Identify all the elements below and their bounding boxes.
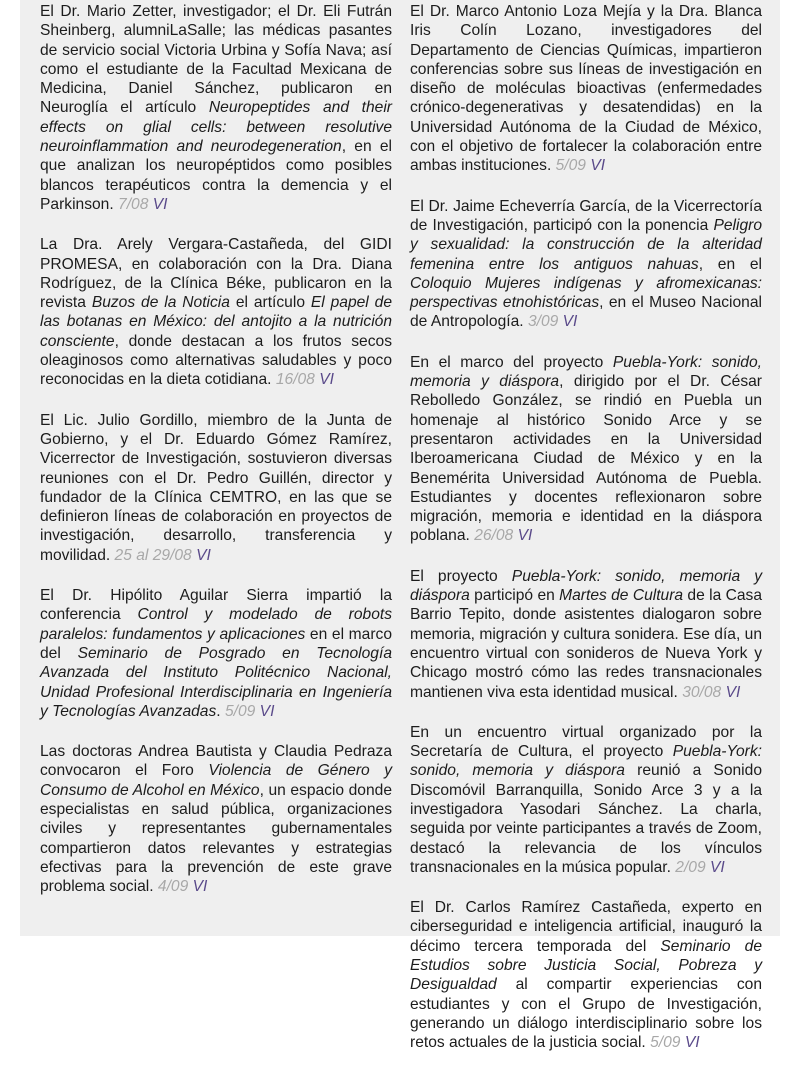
- right-column: [410, 2, 762, 1074]
- news-item-text: al compartir experiencias con estudiantes y con el Grupo de Investigación, generando un diálogo interdisciplinario sobre los retos actuales de la justicia social.: [410, 976, 762, 1052]
- news-item-tag: VI: [259, 702, 275, 720]
- news-item: [40, 2, 392, 214]
- news-item-title: Puebla-York: sonido, memoria y diáspora: [410, 743, 762, 780]
- news-item: [410, 353, 762, 546]
- news-item-tag: VI: [319, 371, 334, 389]
- news-item-date: 5/09: [555, 157, 586, 175]
- news-item-text: , dirigido por el Dr. César Rebolledo González, se rindió en Puebla un homenaje al histórico Sonido Arce y se presentaron actividades en la Universidad Iberoamericana Ciudad de México y en la Benemérita Universidad Autónoma de Puebla. Estudiantes y docentes reflexionaron sobre migración, memoria e identidad en la diáspora poblana.: [410, 373, 763, 545]
- news-item-title: Buzos de la Noticia: [91, 294, 230, 312]
- news-item-title: Puebla-York: sonido, memoria y diáspora: [410, 567, 762, 605]
- news-item-text: , donde destacan a los frutos secos oleaginosos como alternativas saludables y poco reconocidas en la dieta cotidiana.: [40, 332, 392, 389]
- news-item-text: en el marco del: [40, 625, 392, 662]
- news-item-date: 7/08: [118, 195, 149, 213]
- news-item-title: Control y modelado de robots paralelos: fundamentos y aplicaciones: [40, 606, 392, 643]
- news-item-tag: VI: [517, 527, 533, 545]
- news-item-text: , en el: [698, 255, 762, 273]
- news-item-text: El Dr. Hipólito Aguilar Sierra impartió la conferencia: [40, 587, 392, 624]
- news-item-tag: VI: [590, 157, 606, 175]
- news-item-date: 2/09: [675, 858, 706, 876]
- news-item-title: Peligro y sexualidad: la construcción de la alteridad femenina entre los antiguos nahuas: [410, 216, 762, 273]
- news-item-text: , un espacio donde especialistas en salud pública, organizaciones civiles y representantes gubernamentales compartieron datos relevantes y estrategias efectivas para la prevención de este grave problema social.: [40, 781, 392, 896]
- news-item: [40, 235, 392, 389]
- news-item-text: En el marco del proyecto: [410, 353, 613, 371]
- news-item-text: de la Casa Barrio Tepito, donde asistentes dialogaron sobre memoria, migración y cultura sonidera. Ese día, un encuentro virtual con sonideros de Nueva York y Chicago mostró cómo las redes transnacionales mantienen viva esta identidad musical.: [410, 587, 762, 701]
- news-item-title: Seminario de Posgrado en Tecnología Avanzada del Instituto Politécnico Nacional, Unidad Profesional Interdisciplinaria en Ingeniería y Tecnologías Avanzadas: [40, 644, 392, 720]
- news-item-title: El papel de las botanas en México: del antojito a la nutrición consciente: [40, 294, 393, 350]
- news-item-text: El Dr. Jaime Echeverría García, de la Vicerrectoría de Investigación, participó con la ponencia: [410, 197, 762, 234]
- news-item-text: La Dra. Arely Vergara-Castañeda, del GIDI PROMESA, en colaboración con la Dra. Diana Rodríguez, de la Clínica Béke, publicaron en la revista: [40, 236, 392, 312]
- news-item-title: Puebla-York: sonido, memoria y diáspora: [410, 353, 762, 391]
- news-item: [410, 2, 762, 176]
- news-item-text: reunió a Sonido Discomóvil Barranquilla, Sonido Arce 3 y a la investigadora Yasodari Sánchez. La charla, seguida por veinte participantes a través de Zoom, destacó la relevancia de los vínculos transnacionales en la música popular.: [410, 762, 762, 876]
- news-item-text: En un encuentro virtual organizado por la Secretaría de Cultura, el proyecto: [410, 723, 762, 761]
- news-item-date: 16/08: [275, 371, 315, 389]
- news-item-text: El Dr. Marco Antonio Loza Mejía y la Dra. Blanca Iris Colín Lozano, investigadores del Departamento de Ciencias Químicas, impartieron conferencias sobre sus líneas de investigación en diseño de moléculas bioactivas (enfermedades crónico-degenerativas y desatendidas) en la Universidad Autónoma de la Ciudad de México, con el objetivo de fortalecer la colaboración entre ambas instituciones.: [410, 3, 762, 175]
- news-item-date: 5/09: [650, 1034, 681, 1052]
- news-item-tag: VI: [562, 313, 578, 331]
- news-item: [410, 197, 762, 332]
- news-item-date: 26/08: [474, 527, 514, 545]
- news-item-text: , en el Museo Nacional de Antropología.: [410, 294, 762, 331]
- news-item-title: Coloquio Mujeres indígenas y afromexicanas: perspectivas etnohistóricas: [410, 274, 762, 312]
- news-item-tag: VI: [725, 683, 741, 701]
- news-item-date: 25 al 29/08: [114, 546, 192, 564]
- news-item: [410, 723, 762, 877]
- news-item-date: 5/09: [224, 702, 256, 720]
- news-item: [40, 411, 392, 565]
- news-item-text: participó en: [469, 587, 560, 605]
- news-item-title: Neuropeptides and their effects on glial cells: between resolutive neuroinflammation and neurodegeneration: [40, 99, 392, 156]
- news-item-text: el artículo: [229, 294, 311, 312]
- news-item-tag: VI: [196, 546, 211, 564]
- news-item-text: .: [216, 702, 221, 720]
- news-item-title: Martes de Cultura: [559, 587, 684, 605]
- news-item: [40, 586, 392, 721]
- news-item-tag: VI: [192, 878, 208, 896]
- news-item-text: El proyecto: [410, 567, 512, 585]
- news-item-text: , en el que analizan los neuropéptidos como posibles blancos terapéuticos contra la demencia y el Parkinson.: [40, 138, 392, 213]
- news-item-tag: VI: [152, 195, 168, 213]
- news-item-text: El Lic. Julio Gordillo, miembro de la Junta de Gobierno, y el Dr. Eduardo Gómez Ramírez, Vicerrector de Investigación, sostuvieron diversas reuniones con el Dr. Pedro Guillén, director y fundador de la Clínica CEMTRO, en las que se definieron líneas de colaboración en proyectos de investigación, desarrollo, transferencia y movilidad.: [40, 411, 392, 564]
- news-item-date: 3/09: [527, 313, 559, 331]
- news-item: [40, 742, 392, 896]
- left-column: [40, 2, 392, 917]
- news-item-text: El Dr. Mario Zetter, investigador; el Dr. Eli Futrán Sheinberg, alumniLaSalle; las médicas pasantes de servicio social Victoria Urbina y Sofía Nava; así como el estudiante de la Facultad Mexicana de Medicina, Daniel Sánchez, publicaron en Neuroglía el artículo: [40, 3, 392, 117]
- news-item-title: Seminario de Estudios sobre Justicia Social, Pobreza y Desigualdad: [410, 937, 762, 994]
- news-item-title: Violencia de Género y Consumo de Alcohol en México: [40, 762, 392, 799]
- news-item-tag: VI: [709, 858, 725, 876]
- news-item-date: 4/09: [157, 878, 189, 896]
- news-item: [410, 898, 762, 1052]
- news-item-tag: VI: [684, 1034, 700, 1052]
- news-item-text: El Dr. Carlos Ramírez Castañeda, experto en ciberseguridad e inteligencia artificial, inauguró la décimo tercera temporada del: [410, 899, 762, 955]
- news-item-date: 30/08: [682, 683, 722, 701]
- news-item: [410, 567, 762, 702]
- news-item-text: Las doctoras Andrea Bautista y Claudia Pedraza convocaron el Foro: [40, 743, 392, 780]
